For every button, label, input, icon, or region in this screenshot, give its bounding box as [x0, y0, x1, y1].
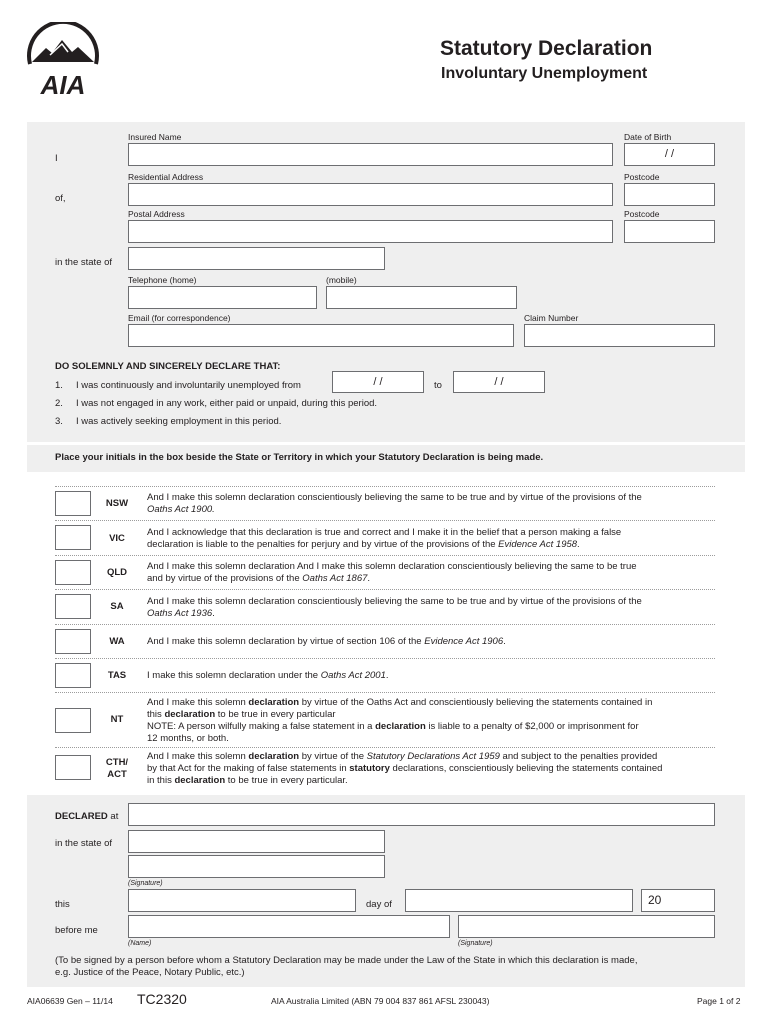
witness-signature-input[interactable]	[458, 915, 715, 938]
insured-name-label: Insured Name	[128, 132, 182, 142]
declare-item-3-text: I was actively seeking employment in this period.	[76, 416, 282, 427]
email-label: Email (for correspondence)	[128, 313, 231, 323]
unemployed-from-date-input[interactable]: / /	[332, 371, 424, 393]
to-label: to	[434, 380, 442, 391]
declare-item-1-number: 1.	[55, 380, 63, 391]
state-code-wa: WA	[109, 636, 125, 647]
initials-box-nsw[interactable]	[55, 491, 91, 516]
declare-item-2-number: 2.	[55, 398, 63, 409]
logo-wordmark: AIA	[40, 70, 86, 100]
telephone-mobile-input[interactable]	[326, 286, 517, 309]
state-code-nsw: NSW	[105, 498, 129, 509]
declaration-text-tas: I make this solemn declaration under the Oaths Act 2001.	[147, 670, 389, 681]
state-code-vic: VIC	[109, 533, 125, 544]
telephone-home-label: Telephone (home)	[128, 275, 197, 285]
telephone-home-input[interactable]	[128, 286, 317, 309]
residential-postcode-input[interactable]	[624, 183, 715, 206]
witness-name-input[interactable]	[128, 915, 450, 938]
i-label: I	[55, 153, 58, 164]
divider	[55, 589, 715, 590]
declaration-text-cth-act: And I make this solemn declaration by virtue of the Statutory Declarations Act 1959 and subject to the penalties provided by that Act for the making of false statements in statutory declarations, conscientiously believing the statements contained in this declaration to be true in every particular.	[147, 751, 663, 786]
aia-logo	[22, 22, 104, 100]
day-of-label: day of	[366, 899, 392, 910]
divider	[55, 658, 715, 659]
postcode-label-1: Postcode	[624, 172, 660, 182]
divider	[55, 486, 715, 487]
declaration-text-nsw: And I make this solemn declaration conscientiously believing the same to be true and by virtue of the provisions of the Oaths Act 1900.	[147, 492, 642, 515]
page-title: Statutory Declaration	[440, 37, 653, 60]
divider	[55, 520, 715, 521]
declaration-text-qld: And I make this solemn declaration And I make this solemn declaration conscientiously believing the same to be true and by virtue of the provisions of the Oaths Act 1867.	[147, 561, 637, 584]
email-input[interactable]	[128, 324, 514, 347]
state-code-nt: NT	[110, 714, 124, 725]
form-code: AIA06639 Gen – 11/14	[27, 996, 113, 1006]
state-code-cth-act: CTH/ ACT	[105, 757, 129, 780]
divider	[55, 624, 715, 625]
divider	[55, 555, 715, 556]
declaration-text-sa: And I make this solemn declaration conscientiously believing the same to be true and by virtue of the provisions of the Oaths Act 1936.	[147, 596, 642, 619]
postal-address-input[interactable]	[128, 220, 613, 243]
telephone-mobile-label: (mobile)	[326, 275, 357, 285]
witness-note: (To be signed by a person before whom a Statutory Declaration may be made under the Law of the State in which this declaration is made, e.g. Justice of the Peace, Notary Public, etc.)	[55, 955, 638, 978]
signoff-state-label: in the state of	[55, 838, 113, 849]
company-details: AIA Australia Limited (ABN 79 004 837 861 AFSL 230043)	[271, 996, 490, 1006]
declaration-text-nt: And I make this solemn declaration by virtue of the Oaths Act and conscientiously believing the statements contained in this declaration to be true in every particular NOTE: A person wilfully making a false statement in a declaration is liable to a penalty of $2,000 or imprisonment for 12 months, or both.	[147, 697, 653, 744]
unemployed-to-date-input[interactable]: / /	[453, 371, 545, 393]
claim-number-label: Claim Number	[524, 313, 579, 323]
initials-box-tas[interactable]	[55, 663, 91, 688]
divider	[55, 692, 715, 693]
declaration-text-wa: And I make this solemn declaration by virtue of section 106 of the Evidence Act 1906.	[147, 636, 506, 647]
claim-number-input[interactable]	[524, 324, 715, 347]
day-input[interactable]	[128, 889, 356, 912]
state-code-qld: QLD	[106, 567, 128, 578]
state-input[interactable]	[128, 247, 385, 270]
residential-address-label: Residential Address	[128, 172, 204, 182]
declaration-text-vic: And I acknowledge that this declaration is true and correct and I make it in the belief that a person making a false declaration is liable to the penalties for perjury and by virtue of the provisions of the Evidence Act 1958.	[147, 527, 622, 550]
postal-postcode-input[interactable]	[624, 220, 715, 243]
declare-item-3-number: 3.	[55, 416, 63, 427]
initials-box-nt[interactable]	[55, 708, 91, 733]
before-me-label: before me	[55, 925, 98, 936]
postal-address-label: Postal Address	[128, 209, 185, 219]
witness-signature-caption: (Signature)	[458, 940, 493, 947]
divider	[55, 747, 715, 748]
year-input[interactable]: 20	[641, 889, 715, 912]
declare-item-1-text: I was continuously and involuntarily unemployed from	[76, 380, 301, 391]
declare-item-2-text: I was not engaged in any work, either paid or unpaid, during this period.	[76, 398, 378, 409]
page-number: Page 1 of 2	[697, 996, 741, 1006]
declared-at-label: DECLARED at	[55, 811, 119, 822]
signoff-state-input[interactable]	[128, 830, 385, 853]
dob-input[interactable]: / /	[624, 143, 715, 166]
state-code-sa: SA	[110, 601, 124, 612]
declare-heading: DO SOLEMNLY AND SINCERELY DECLARE THAT:	[55, 361, 281, 372]
name-caption: (Name)	[128, 940, 152, 947]
residential-address-input[interactable]	[128, 183, 613, 206]
initials-box-cth-act[interactable]	[55, 755, 91, 780]
signature-caption: (Signature)	[128, 880, 163, 887]
of-label: of,	[55, 193, 66, 204]
postcode-label-2: Postcode	[624, 209, 660, 219]
initials-box-sa[interactable]	[55, 594, 91, 619]
declared-at-input[interactable]	[128, 803, 715, 826]
dob-label: Date of Birth	[624, 132, 672, 142]
tc-code: TC2320	[137, 991, 187, 1007]
state-code-tas: TAS	[107, 670, 127, 681]
initials-instruction: Place your initials in the box beside the State or Territory in which your Statutory Declaration is being made.	[55, 452, 544, 463]
insured-name-input[interactable]	[128, 143, 613, 166]
this-label: this	[55, 899, 70, 910]
declarant-signature-input[interactable]	[128, 855, 385, 878]
initials-box-wa[interactable]	[55, 629, 91, 654]
page-subtitle: Involuntary Unemployment	[441, 65, 648, 82]
state-label: in the state of	[55, 257, 113, 268]
initials-box-vic[interactable]	[55, 525, 91, 550]
initials-box-qld[interactable]	[55, 560, 91, 585]
month-input[interactable]	[405, 889, 633, 912]
